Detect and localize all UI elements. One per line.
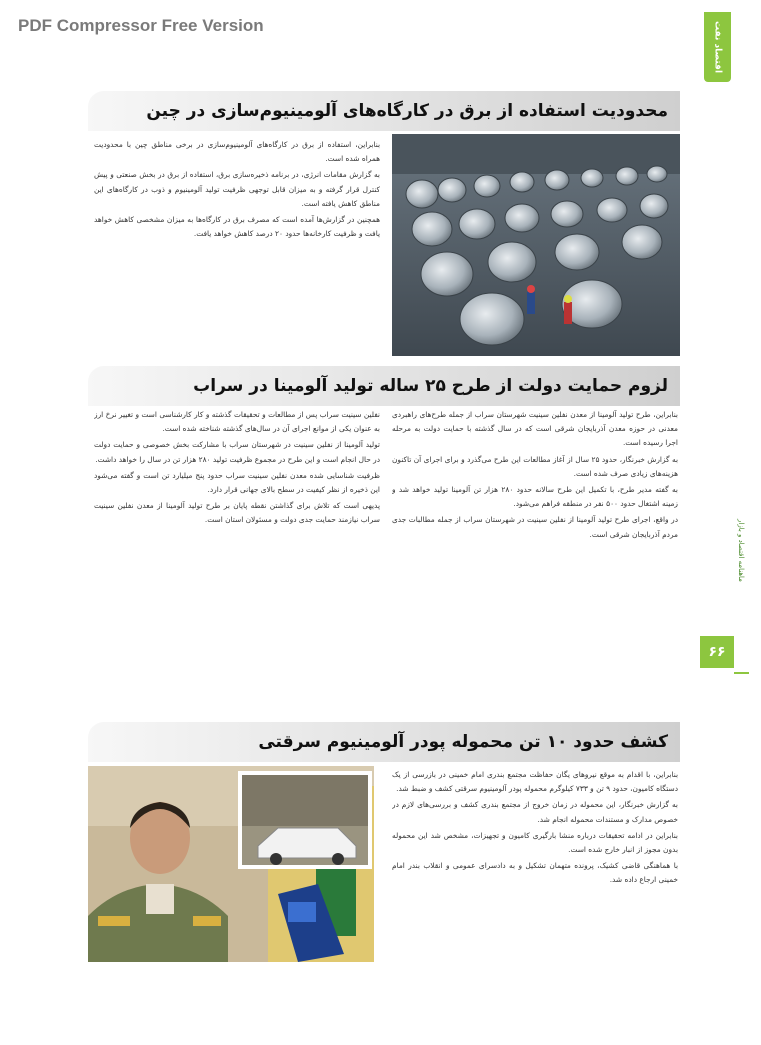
article-1-body xyxy=(94,138,380,354)
page-number: ۶۶ xyxy=(700,636,734,668)
article-3-title: کشف حدود ۱۰ تن محموله پودر آلومینیوم سرقتی xyxy=(258,732,668,752)
paragraph: به گزارش خبرنگار، حدود ۲۵ سال از آغاز مطالعات این طرح می‌گذرد و برای اجرای آن تاکنون هزینه‌های زیادی صرف شده است. xyxy=(392,454,678,478)
article-1-headline xyxy=(88,91,680,131)
article-2-body-col2 xyxy=(94,408,380,714)
paragraph: به گزارش خبرنگار، این محموله در زمان خروج از مجتمع بندری کشف و بررسی‌های لازم در خصوص مدارک و مستندات محموله انجام شد. xyxy=(392,800,678,824)
paragraph: همچنین در گزارش‌ها آمده است که مصرف برق در کارگاه‌ها به میزان مشخصی کاهش خواهد یافت و ظرفیت کارخانه‌ها حدود ۲۰ درصد کاهش خواهد یافت. xyxy=(94,215,380,239)
article-2-headline xyxy=(88,366,680,406)
article-3-headline xyxy=(88,722,680,762)
magazine-strip-label: ماهنامه اقتصاد و بازار xyxy=(737,518,745,582)
paragraph: بنابراین، با اقدام به موقع نیروهای یگان حفاظت مجتمع بندری امام خمینی در بازرسی از یک دستگاه کامیون، حدود ۹ تن و ۷۳۳ کیلوگرم محموله پودر آلومینیوم سرقتی کشف و ضبط شد. xyxy=(392,770,678,794)
paragraph: ظرفیت شناسایی شده معدن نفلین سینیت سراب حدود پنج میلیارد تن است و گفته می‌شود این ذخیره از نظر کیفیت در سطح بالای جهانی قرار دارد. xyxy=(94,470,380,495)
section-tab xyxy=(704,12,731,82)
paragraph: بنابراین، طرح تولید آلومینا از معدن نفلین سینیت شهرستان سراب از جمله طرح‌های راهبردی معدنی در حوزه معدن آذربایجان شرقی است که در سال گذشته با حمایت دولت به مرحله اجرا رسیده است. xyxy=(392,410,678,448)
side-rule xyxy=(734,672,749,674)
paragraph: به گزارش مقامات انرژی، در برنامه ذخیره‌سازی برق، استفاده از برق در بخش صنعتی و پیش کنترل قرار گرفته و به میزان قابل توجهی ظرفیت تولید آلومینیوم و ذوب در کارگاه‌های این مناطق کاهش یافته است. xyxy=(94,170,380,208)
paragraph: در واقع، اجرای طرح تولید آلومینا از نفلین سینیت در شهرستان سراب از جمله مطالبات جدی مردم آذربایجان شرقی است. xyxy=(392,515,678,539)
article-2-body-col1 xyxy=(392,408,678,714)
paragraph: نفلین سینیت سراب پس از مطالعات و تحقیقات گذشته و کار کارشناسی است و تغییر نرخ ارز به عنوان یکی از موانع اجرای آن در سال‌های گذشته شناخته شده است. xyxy=(94,410,380,434)
paragraph: تولید آلومینا از نفلین سینیت در شهرستان سراب با مشارکت بخش خصوصی و حمایت دولت در حال انجام است و این طرح در مجموع ظرفیت تولید ۲۸۰ هزار تن در سال را خواهد داشت. xyxy=(94,440,380,464)
paragraph: با هماهنگی قاضی کشیک، پرونده متهمان تشکیل و به دادسرای عمومی و انقلاب بندر امام خمینی ارجاع داده شد. xyxy=(392,861,678,885)
article-1-title: محدودیت استفاده از برق در کارگاه‌های آلومینیوم‌سازی در چین xyxy=(146,101,668,121)
aluminum-coils-photo xyxy=(392,134,680,356)
paragraph: بنابراین در ادامه تحقیقات درباره منشا بارگیری کامیون و تجهیزات، مشخص شد این محموله بدون مجوز از انبار خارج شده است. xyxy=(392,830,678,855)
paragraph: بنابراین، استفاده از برق در کارگاه‌های آلومینیوم‌سازی در برخی مناطق چین با محدودیت همراه شده است. xyxy=(94,140,380,164)
police-officer-photo xyxy=(88,766,374,962)
article-3-body xyxy=(392,768,678,968)
article-2-title: لزوم حمایت دولت از طرح ۲۵ ساله تولید آلومینا در سراب xyxy=(193,376,668,396)
section-tab-label: اقتصاد نفت xyxy=(712,20,723,74)
magazine-strip xyxy=(733,430,749,670)
watermark-text: PDF Compressor Free Version xyxy=(18,16,264,35)
paragraph: پدیهی است که تلاش برای گذاشتن نقطه پایان بر طرح تولید آلومینا از معدن نفلین سینیت سراب نیازمند حمایت جدی دولت و مسئولان استان است. xyxy=(94,501,380,525)
paragraph: به گفته مدیر طرح، با تکمیل این طرح سالانه حدود ۲۸۰ هزار تن آلومینا تولید خواهد شد و زمینه اشتغال حدود ۵۰۰ نفر در منطقه فراهم می‌شود. xyxy=(392,485,678,509)
